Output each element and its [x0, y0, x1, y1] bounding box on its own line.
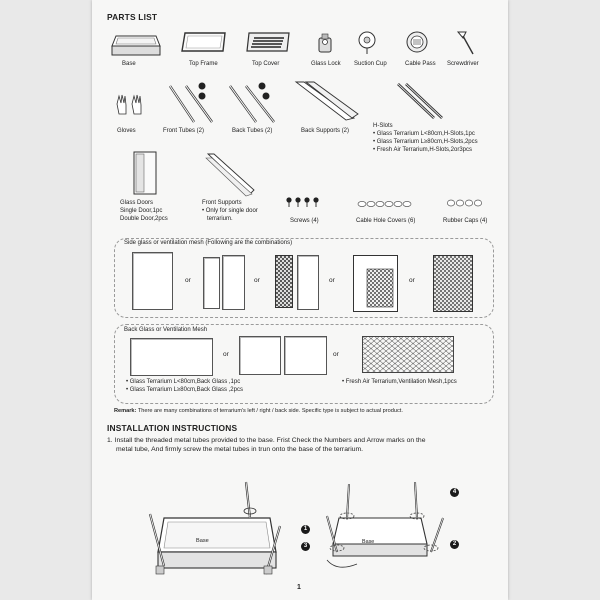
remark-text: There are many combinations of terrarium's left / right / back side. Specific type is subject to actual product.	[137, 408, 403, 414]
gloves-icon	[114, 92, 148, 118]
or-label: or	[329, 277, 335, 284]
front-supports-note-1: • Only for single door	[202, 208, 258, 214]
front-supports-icon	[202, 152, 258, 198]
step-marker-4: 4	[450, 488, 459, 497]
back-box-title: Back Glass or Ventilation Mesh	[124, 327, 208, 333]
screws-icon	[284, 195, 324, 209]
part-label-back-supports: Back Supports (2)	[301, 128, 350, 134]
side-glass-half-panel	[222, 255, 245, 310]
part-label-screwdriver: Screwdriver	[447, 61, 479, 67]
side-mesh-narrow-panel	[275, 255, 293, 308]
part-label-glass-lock: Glass Lock	[311, 61, 341, 67]
h-slots-line-1: • Glass Terrarium L<80cm,H-Slots,1pc	[373, 131, 475, 137]
remark	[114, 408, 403, 414]
step-marker-2: 2	[450, 540, 459, 549]
side-glass-mesh-combo-panel	[353, 255, 398, 313]
page-number: 1	[297, 584, 301, 591]
installation-title: INSTALLATION INSTRUCTIONS	[107, 423, 238, 433]
part-label-top-cover: Top Cover	[252, 61, 280, 67]
front-tubes-icon	[166, 80, 216, 126]
cable-hole-covers-icon	[357, 199, 417, 209]
part-label-base: Base	[122, 61, 136, 67]
back-note-left-2: • Glass Terrarium L≥80cm,Back Glass ,2pcs	[126, 387, 243, 393]
glass-doors-single: Single Door,1pc	[120, 208, 163, 214]
manual-page	[92, 0, 508, 600]
step-marker-3: 3	[301, 542, 310, 551]
part-label-rubber-caps: Rubber Caps (4)	[443, 218, 488, 224]
side-glass-panel	[132, 252, 173, 310]
step-marker-1: 1	[301, 525, 310, 534]
side-mesh-full-panel	[433, 255, 473, 312]
cable-pass-icon	[405, 30, 429, 54]
or-label: or	[409, 277, 415, 284]
part-label-screws: Screws (4)	[290, 218, 319, 224]
part-label-cable-pass: Cable Pass	[405, 61, 436, 67]
part-label-back-tubes: Back Tubes (2)	[232, 128, 273, 134]
back-glass-panel	[130, 338, 213, 376]
suction-cup-icon	[356, 30, 378, 56]
step1-line-1: 1. Install the threaded metal tubes provided to the base. Frist Check the Numbers and Arrow marks on the	[107, 437, 426, 444]
base-with-tubes-illustration	[142, 478, 292, 578]
h-slots-line-3: • Fresh Air Terrarium,H-Slots,2or3pcs	[373, 147, 473, 153]
front-supports-note-2: terrarium.	[207, 216, 233, 222]
parts-list-title: PARTS LIST	[107, 12, 158, 22]
side-glass-half-panel	[297, 255, 319, 310]
base-label-left: Base	[196, 538, 209, 544]
top-cover-icon	[244, 30, 292, 56]
step1-line-2: metal tube, And firmly screw the metal tubes in trun onto the base of the terrarium.	[116, 446, 364, 453]
or-label: or	[223, 351, 229, 358]
glass-lock-icon	[316, 32, 334, 56]
back-glass-half-panel	[239, 336, 281, 375]
rubber-caps-icon	[446, 198, 486, 208]
part-label-gloves: Gloves	[117, 128, 136, 134]
base-tray-icon	[110, 26, 162, 58]
part-label-cable-hole-covers: Cable Hole Covers (6)	[356, 218, 416, 224]
back-note-right: • Fresh Air Terrarium,Ventilation Mesh,1pcs	[342, 379, 457, 385]
glass-door-icon	[130, 150, 164, 196]
or-label: or	[185, 277, 191, 284]
h-slots-title: H-Slots	[373, 123, 393, 129]
glass-doors-title: Glass Doors	[120, 200, 154, 206]
back-ventilation-mesh-panel	[362, 336, 454, 374]
h-slots-icon	[394, 80, 444, 122]
part-label-top-frame: Top Frame	[189, 61, 218, 67]
or-label: or	[333, 351, 339, 358]
part-label-suction-cup: Suction Cup	[354, 61, 387, 67]
glass-doors-double: Double Door,2pcs	[120, 216, 168, 222]
or-label: or	[254, 277, 260, 284]
screwdriver-icon	[454, 28, 476, 56]
back-glass-half-panel	[284, 336, 327, 375]
side-box-title: Side glass or ventilation mesh (Following are the combinations)	[124, 240, 293, 246]
back-supports-icon	[290, 78, 360, 124]
front-supports-title: Front Supports	[202, 200, 242, 206]
side-glass-half-panel	[203, 257, 220, 309]
base-numbered-illustration	[297, 478, 467, 578]
back-tubes-icon	[226, 80, 280, 126]
back-note-left-1: • Glass Terrarium L<80cm,Back Glass ,1pc	[126, 379, 241, 385]
part-label-front-tubes: Front Tubes (2)	[163, 128, 205, 134]
h-slots-line-2: • Glass Terrarium L≥80cm,H-Slots,2pcs	[373, 139, 478, 145]
top-frame-icon	[179, 30, 229, 56]
base-label-right: Base	[362, 539, 375, 545]
remark-label: Remark:	[114, 408, 137, 414]
